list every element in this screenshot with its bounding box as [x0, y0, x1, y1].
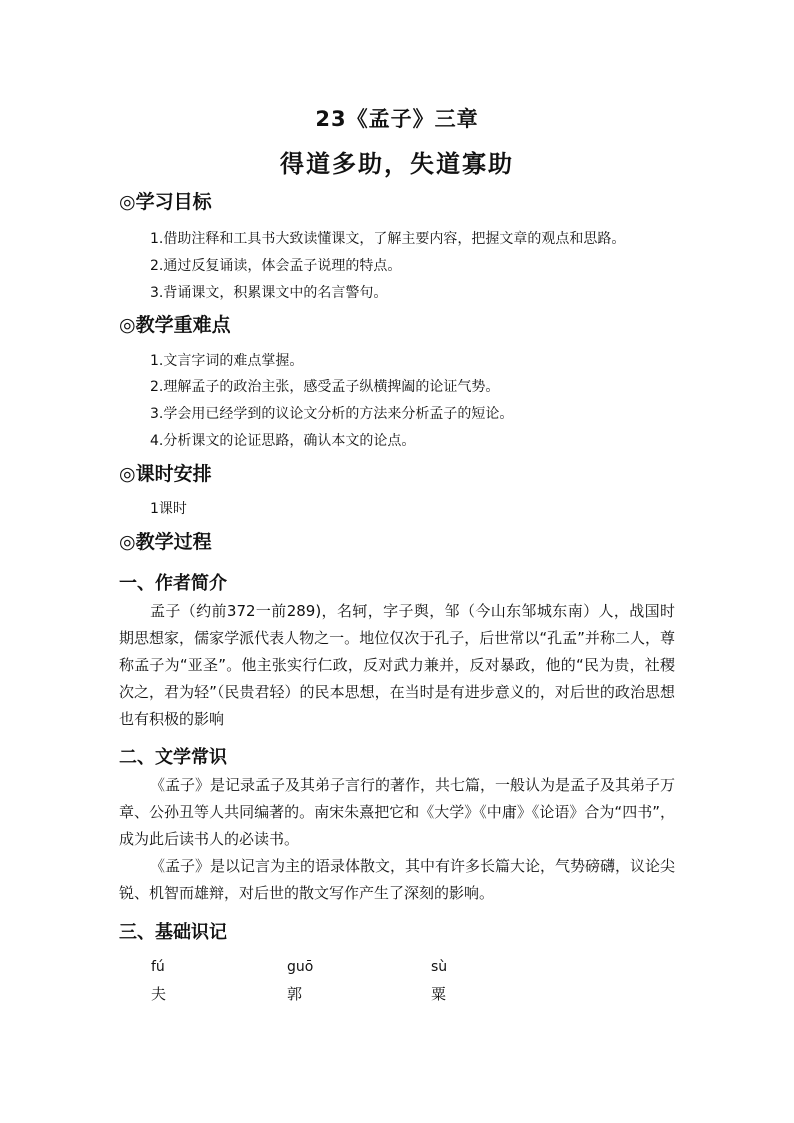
difficulty-item: 1.文言字词的难点掌握。	[150, 353, 304, 369]
goal-item: 1.借助注释和工具书大致读懂课文，了解主要内容，把握文章的观点和思路。	[150, 231, 626, 247]
word-char: 粟	[431, 985, 447, 1003]
schedule-value: 1课时	[150, 501, 187, 517]
difficulty-item: 4.分析课文的论证思路，确认本文的论点。	[150, 433, 416, 449]
section-heading-process: ◎教学过程	[119, 531, 212, 553]
subsection-heading-literature: 二、文学常识	[119, 747, 227, 768]
difficulty-item: 3.学会用已经学到的议论文分析的方法来分析孟子的短论。	[150, 406, 514, 422]
difficulty-item: 2.理解孟子的政治主张，感受孟子纵横捭阖的论证气势。	[150, 379, 500, 395]
page-subtitle: 得道多助，失道寡助	[280, 150, 514, 178]
word-char: 夫	[151, 985, 167, 1003]
word-pinyin: guō	[287, 959, 314, 975]
section-heading-difficulties: ◎教学重难点	[119, 314, 231, 336]
goal-item: 2.通过反复诵读，体会孟子说理的特点。	[150, 258, 402, 274]
word-pinyin: sù	[431, 959, 448, 975]
subsection-heading-author: 一、作者简介	[119, 573, 227, 594]
word-pinyin: fú	[151, 959, 165, 975]
author-paragraph: 孟子（约前372一前289)，名轲，字子舆，邹（今山东邹城东南）人，战国时期思想家，儒家学派代表人物之一。地位仅次于孔子，后世常以“孔孟”并称二人，尊称孟子为“亚圣”。他主张实行仁政，反对武力兼并，反对暴政，他的“民为贵，社稷次之，君为轻”（民贵君轻）的民本思想，在当时是有进步意义的，对后世的政治思想也有积极的影响	[119, 602, 675, 728]
section-heading-goals: ◎学习目标	[119, 191, 212, 213]
page-title: 23《孟子》三章	[315, 107, 479, 131]
section-heading-schedule: ◎课时安排	[119, 463, 212, 485]
goal-item: 3.背诵课文，积累课文中的名言警句。	[150, 285, 388, 301]
literature-paragraph: 《孟子》是以记言为主的语录体散文，其中有许多长篇大论，气势磅礴，议论尖锐、机智而雄辩，对后世的散文写作产生了深刻的影响。	[119, 857, 676, 902]
word-char: 郭	[287, 985, 303, 1003]
subsection-heading-basics: 三、基础识记	[119, 922, 227, 943]
literature-paragraph: 《孟子》是记录孟子及其弟子言行的著作，共七篇，一般认为是孟子及其弟子万章、公孙丑等人共同编著的。南宋朱熹把它和《大学》《中庸》《论语》合为“四书”，成为此后读书人的必读书。	[119, 776, 676, 848]
